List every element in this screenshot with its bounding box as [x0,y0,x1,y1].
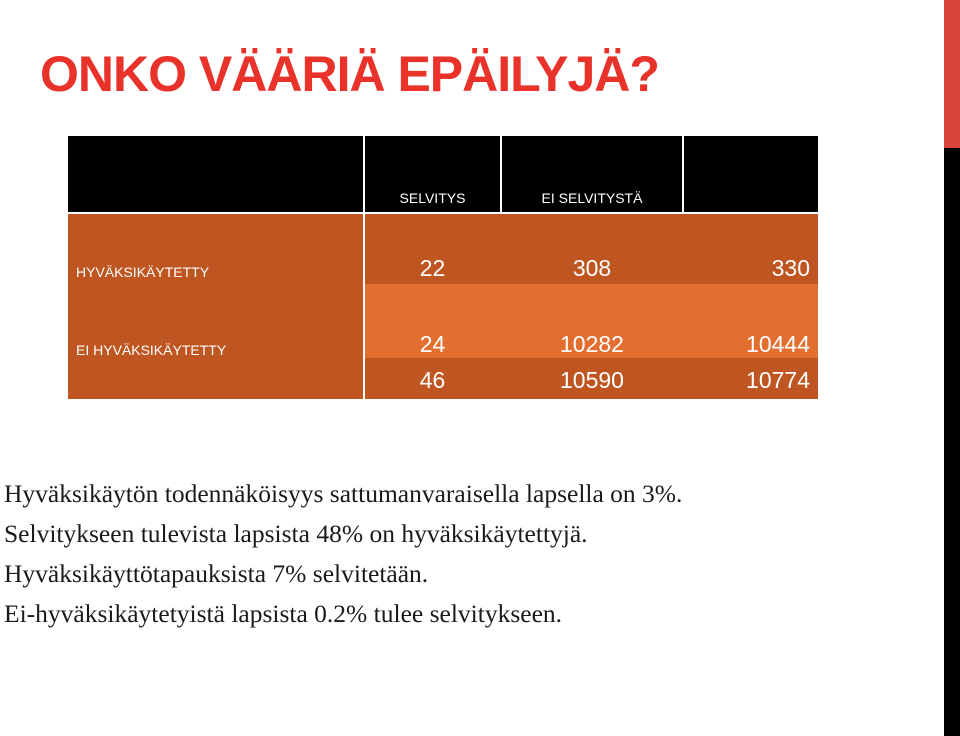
table-cell: 330 [771,254,810,281]
caption-text [4,474,934,634]
table-cell: 22 [419,254,446,281]
table-cell: 24 [419,330,446,357]
table-cell: 46 [419,366,446,393]
table-cell: 10444 [746,330,810,357]
caption-line-3: Hyväksikäyttötapauksista 7% selvitetään. [4,559,429,588]
table-cell: 10590 [560,366,624,393]
caption-line-2: Selvitykseen tulevista lapsista 48% on hyväksikäytettyjä. [4,519,588,548]
page-title: ONKO VÄÄRIÄ EPÄILYJÄ? [40,46,659,102]
table-row-label-ei-hyvaksikaytetty: EI HYVÄKSIKÄYTETTY [76,342,227,358]
caption-line-1: Hyväksikäytön todennäköisyys sattumanvaraisella lapsella on 3%. [4,479,683,508]
caption-line-4: Ei-hyväksikäytetyistä lapsista 0.2% tulee selvitykseen. [4,599,563,628]
table-header-ei-selvitysta: EI SELVITYSTÄ [502,136,682,212]
side-accent-bar-red [944,0,960,148]
table-header-corner [68,136,363,212]
table-row-label-column [68,214,363,399]
table-cell: 10774 [746,366,810,393]
table-header-total [684,136,818,212]
table-row-label-hyvaksikaytetty: HYVÄKSIKÄYTETTY [76,264,210,280]
table-cell: 10282 [560,330,624,357]
column-divider [363,214,365,399]
contingency-table [68,136,818,399]
table-cell: 308 [572,254,612,281]
table-header-selvitys: SELVITYS [365,136,500,212]
